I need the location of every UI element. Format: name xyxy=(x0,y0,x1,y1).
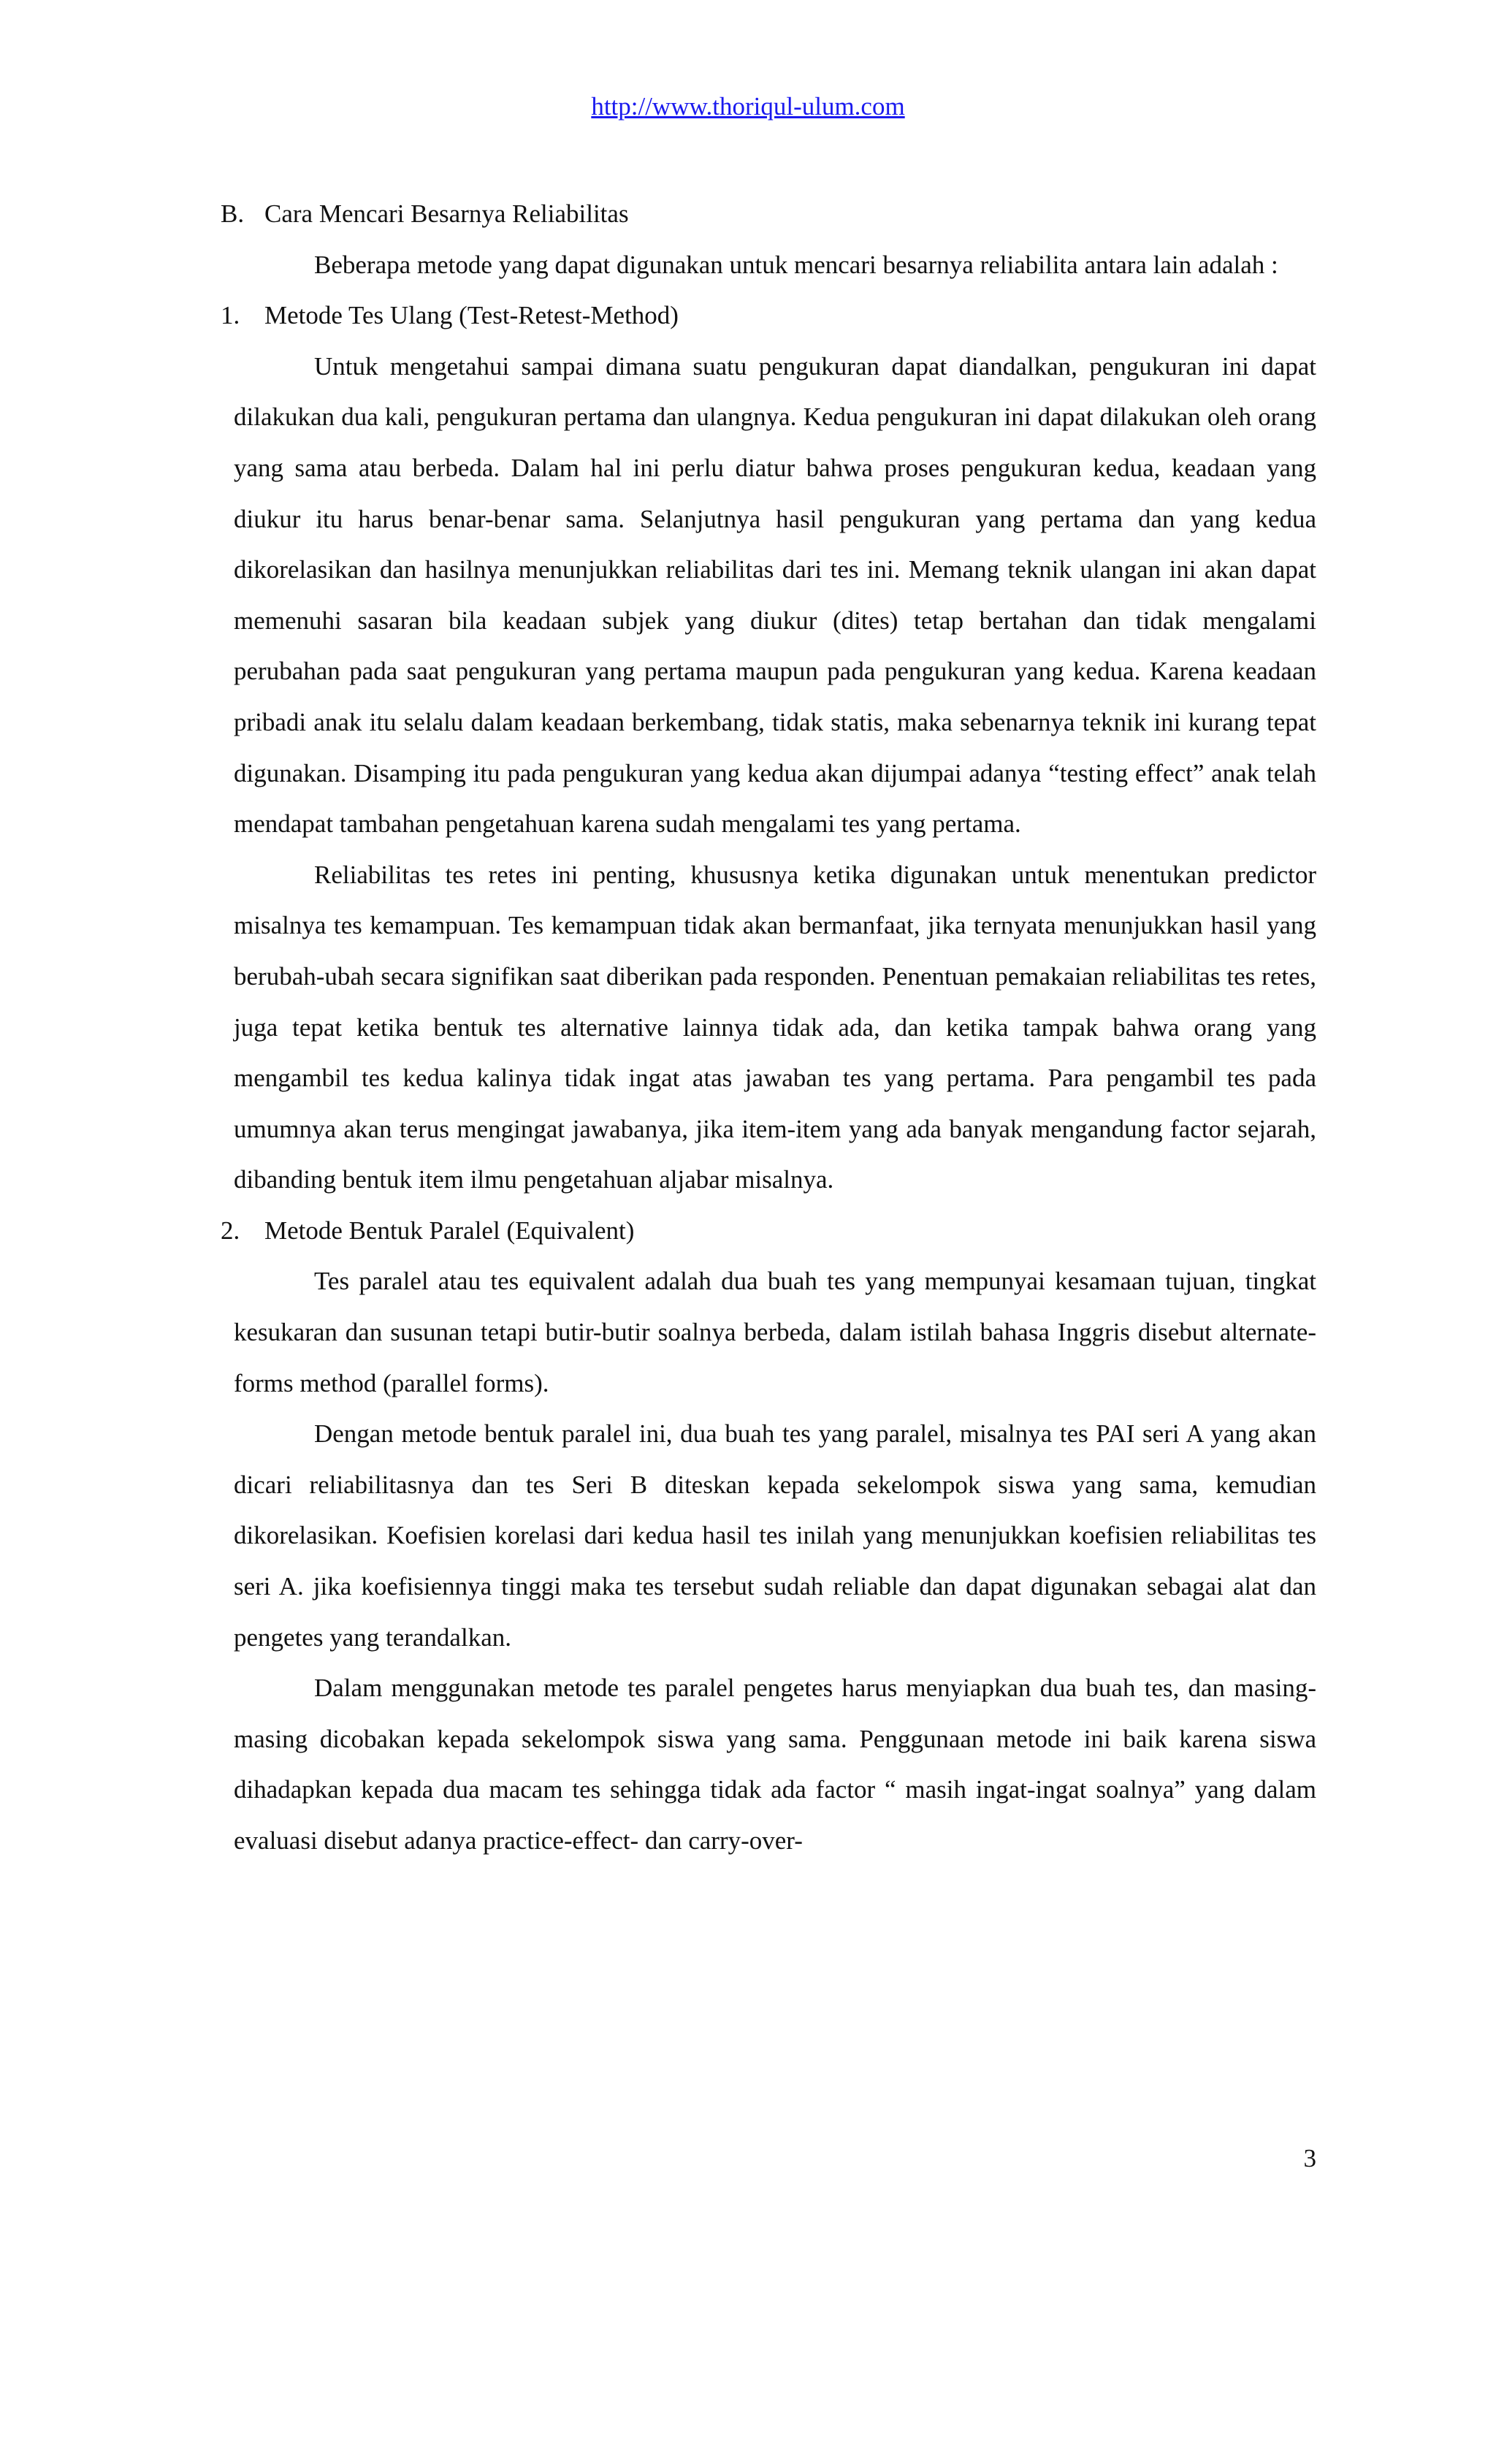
section-title: Cara Mencari Besarnya Reliabilitas xyxy=(264,199,629,228)
header-url-link[interactable]: http://www.thoriqul-ulum.com xyxy=(591,92,905,121)
method-2-paragraph-1: Tes paralel atau tes equivalent adalah dua buah tes yang mempunyai kesamaan tujuan, tingkat kesukaran dan susunan tetapi butir-butir soalnya berbeda, dalam istilah bahasa Inggris disebut alternate-forms method (parallel forms). xyxy=(234,1267,1316,1397)
document-body xyxy=(221,188,1316,1866)
section-intro-paragraph: Beberapa metode yang dapat digunakan untuk mencari besarnya reliabilita antara lain adalah : xyxy=(314,250,1278,279)
method-1-paragraph-2: Reliabilitas tes retes ini penting, khususnya ketika digunakan untuk menentukan predictor misalnya tes kemampuan. Tes kemampuan tidak akan bermanfaat, jika ternyata menunjukkan hasil yang berubah-ubah secara signifikan saat diberikan pada responden. Penentuan pemakaian reliabilitas tes retes, juga tepat ketika bentuk tes alternative lainnya tidak ada, dan ketika tampak bahwa orang yang mengambil tes kedua kalinya tidak ingat atas jawaban tes yang pertama. Para pengambil tes pada umumnya akan terus mengingat jawabanya, jika item-item yang ada banyak mengandung factor sejarah, dibanding bentuk item ilmu pengetahuan aljabar misalnya. xyxy=(234,860,1316,1194)
method-1-paragraph-1: Untuk mengetahui sampai dimana suatu pengukuran dapat diandalkan, pengukuran ini dapat dilakukan dua kali, pengukuran pertama dan ulangnya. Kedua pengukuran ini dapat dilakukan oleh orang yang sama atau berbeda. Dalam hal ini perlu diatur bahwa proses pengukuran kedua, keadaan yang diukur itu harus benar-benar sama. Selanjutnya hasil pengukuran yang pertama dan yang kedua dikorelasikan dan hasilnya menunjukkan reliabilitas dari tes ini. Memang teknik ulangan ini akan dapat memenuhi sasaran bila keadaan subjek yang diukur (dites) tetap bertahan dan tidak mengalami perubahan pada saat pengukuran yang pertama maupun pada pengukuran yang kedua. Karena keadaan pribadi anak itu selalu dalam keadaan berkembang, tidak statis, maka sebenarnya teknik ini kurang tepat digunakan. Disamping itu pada pengukuran yang kedua akan dijumpai adanya “testing effect” anak telah mendapat tambahan pengetahuan karena sudah mengalami tes yang pertama. xyxy=(234,351,1316,839)
method-1-title: Metode Tes Ulang (Test-Retest-Method) xyxy=(264,301,679,330)
method-2-title: Metode Bentuk Paralel (Equivalent) xyxy=(264,1216,635,1245)
method-1-number: 1. xyxy=(221,301,240,330)
method-2-paragraph-3: Dalam menggunakan metode tes paralel pengetes harus menyiapkan dua buah tes, dan masing-masing dicobakan kepada sekelompok siswa yang sama. Penggunaan metode ini baik karena siswa dihadapkan kepada dua macam tes sehingga tidak ada factor “ masih ingat-ingat soalnya” yang dalam evaluasi disebut adanya practice-effect- dan carry-over- xyxy=(234,1674,1316,1855)
page-number: 3 xyxy=(1303,2144,1316,2173)
method-1-heading xyxy=(221,290,1316,341)
section-marker: B. xyxy=(221,199,245,228)
method-2-heading xyxy=(221,1205,1316,1256)
method-2-paragraph-2: Dengan metode bentuk paralel ini, dua buah tes yang paralel, misalnya tes PAI seri A yang akan dicari reliabilitasnya dan tes Seri B diteskan kepada sekelompok siswa yang sama, kemudian dikorelasikan. Koefisien korelasi dari kedua hasil tes inilah yang menunjukkan koefisien reliabilitas tes seri A. jika koefisiennya tinggi maka tes tersebut sudah reliable dan dapat digunakan sebagai alat dan pengetes yang terandalkan. xyxy=(234,1419,1316,1652)
method-2-number: 2. xyxy=(221,1216,240,1245)
section-heading xyxy=(221,188,1316,240)
